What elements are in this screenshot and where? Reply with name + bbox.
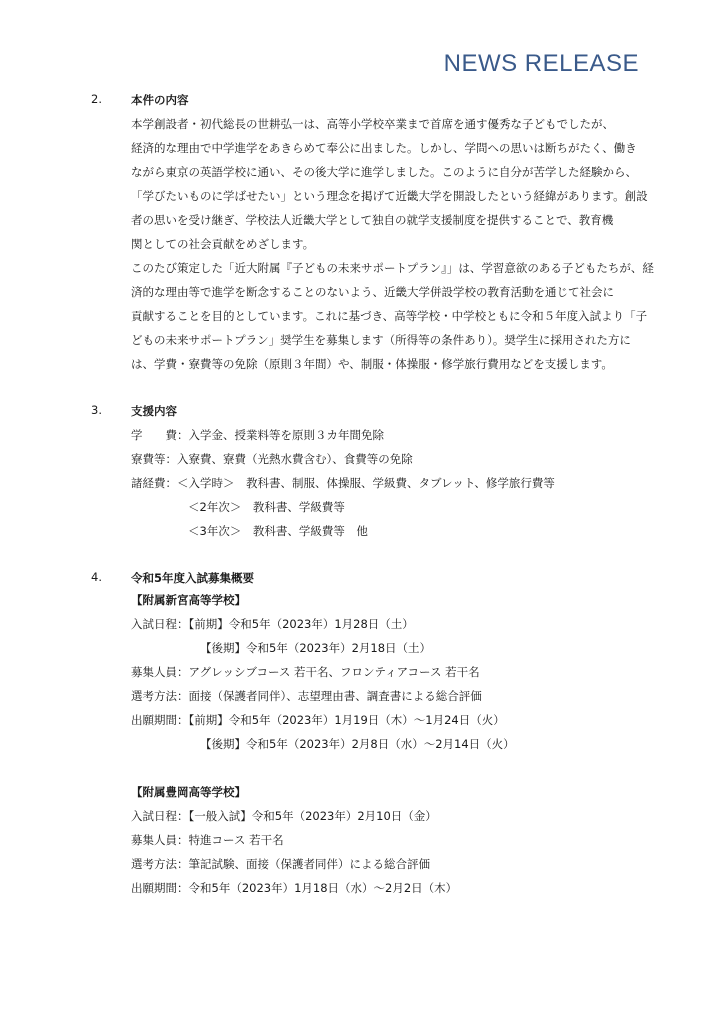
school-name-toyooka: 【附属豊岡高等学校】	[131, 785, 246, 799]
paragraph-line: ながら東京の英語学校に通い、その後大学に進学しました。このように自分が苦学した経験から、	[131, 165, 637, 179]
support-sub-row: ＜2年次＞ 教科書、学級費等	[188, 500, 345, 514]
paragraph-line: 本学創設者・初代総長の世耕弘一は、高等小学校卒業まで首席を通す優秀な子どもでしたが、	[131, 117, 614, 131]
admission-sub-row: 【後期】令和5年（2023年）2月8日（水）～2月14日（火）	[200, 737, 515, 751]
admission-row: 募集人員：特進コース 若干名	[131, 833, 284, 847]
section-2-number: 2.	[91, 92, 102, 106]
support-row: 寮費等：入寮費、寮費（光熱水費含む）、食費等の免除	[131, 452, 413, 466]
admission-row: 入試日程：【一般入試】令和5年（2023年）2月10日（金）	[131, 809, 437, 823]
support-sub-row: ＜3年次＞ 教科書、学級費等 他	[188, 524, 368, 538]
paragraph-line: 経済的な理由で中学進学をあきらめて奉公に出ました。しかし、学問への思いは断ちがたく、働き	[131, 141, 637, 155]
section-4-number: 4.	[91, 570, 102, 584]
paragraph-line: 関としての社会貢献をめざします。	[131, 237, 315, 251]
paragraph-line: 済的な理由等で進学を断念することのないよう、近畿大学併設学校の教育活動を通じて社会に	[131, 285, 614, 299]
paragraph-line: 「学びたいものに学ばせたい」という理念を掲げて近畿大学を開設したという経緯があります。創設	[131, 189, 648, 203]
section-3-number: 3.	[91, 403, 102, 417]
admission-row: 選考方法：面接（保護者同伴）、志望理由書、調査書による総合評価	[131, 689, 482, 703]
paragraph-line: 者の思いを受け継ぎ、学校法人近畿大学として独自の就学支援制度を提供することで、教育機	[131, 213, 614, 227]
section-3-title: 支援内容	[131, 404, 177, 418]
paragraph-line: どもの未来サポートプラン」奨学生を募集します（所得等の条件あり）。奨学生に採用された方に	[131, 333, 631, 347]
admission-row: 入試日程：【前期】令和5年（2023年）1月28日（土）	[131, 617, 414, 631]
admission-row: 出願期間：令和5年（2023年）1月18日（水）～2月2日（木）	[131, 881, 458, 895]
school-name-shingu: 【附属新宮高等学校】	[131, 593, 246, 607]
support-row: 学 費：入学金、授業料等を原則３カ年間免除	[131, 428, 384, 442]
support-row: 諸経費：＜入学時＞ 教科書、制服、体操服、学級費、タブレット、修学旅行費等	[131, 476, 555, 490]
admission-row: 募集人員：アグレッシブコース 若干名、フロンティアコース 若干名	[131, 665, 480, 679]
news-release-header: NEWS RELEASE	[443, 50, 639, 77]
section-4-title: 令和5年度入試募集概要	[131, 571, 255, 585]
section-2-title: 本件の内容	[131, 93, 189, 107]
admission-row: 出願期間：【前期】令和5年（2023年）1月19日（木）～1月24日（火）	[131, 713, 505, 727]
paragraph-line: は、学費・寮費等の免除（原則３年間）や、制服・体操服・修学旅行費用などを支援します。	[131, 357, 613, 371]
admission-sub-row: 【後期】令和5年（2023年）2月18日（土）	[200, 641, 432, 655]
paragraph-line: このたび策定した「近大附属『子どもの未来サポートプラン』」は、学習意欲のある子どもたちが、経	[131, 261, 654, 275]
paragraph-line: 貢献することを目的としています。これに基づき、高等学校・中学校ともに令和５年度入試より「子	[131, 309, 648, 323]
admission-row: 選考方法：筆記試験、面接（保護者同伴）による総合評価	[131, 857, 430, 871]
